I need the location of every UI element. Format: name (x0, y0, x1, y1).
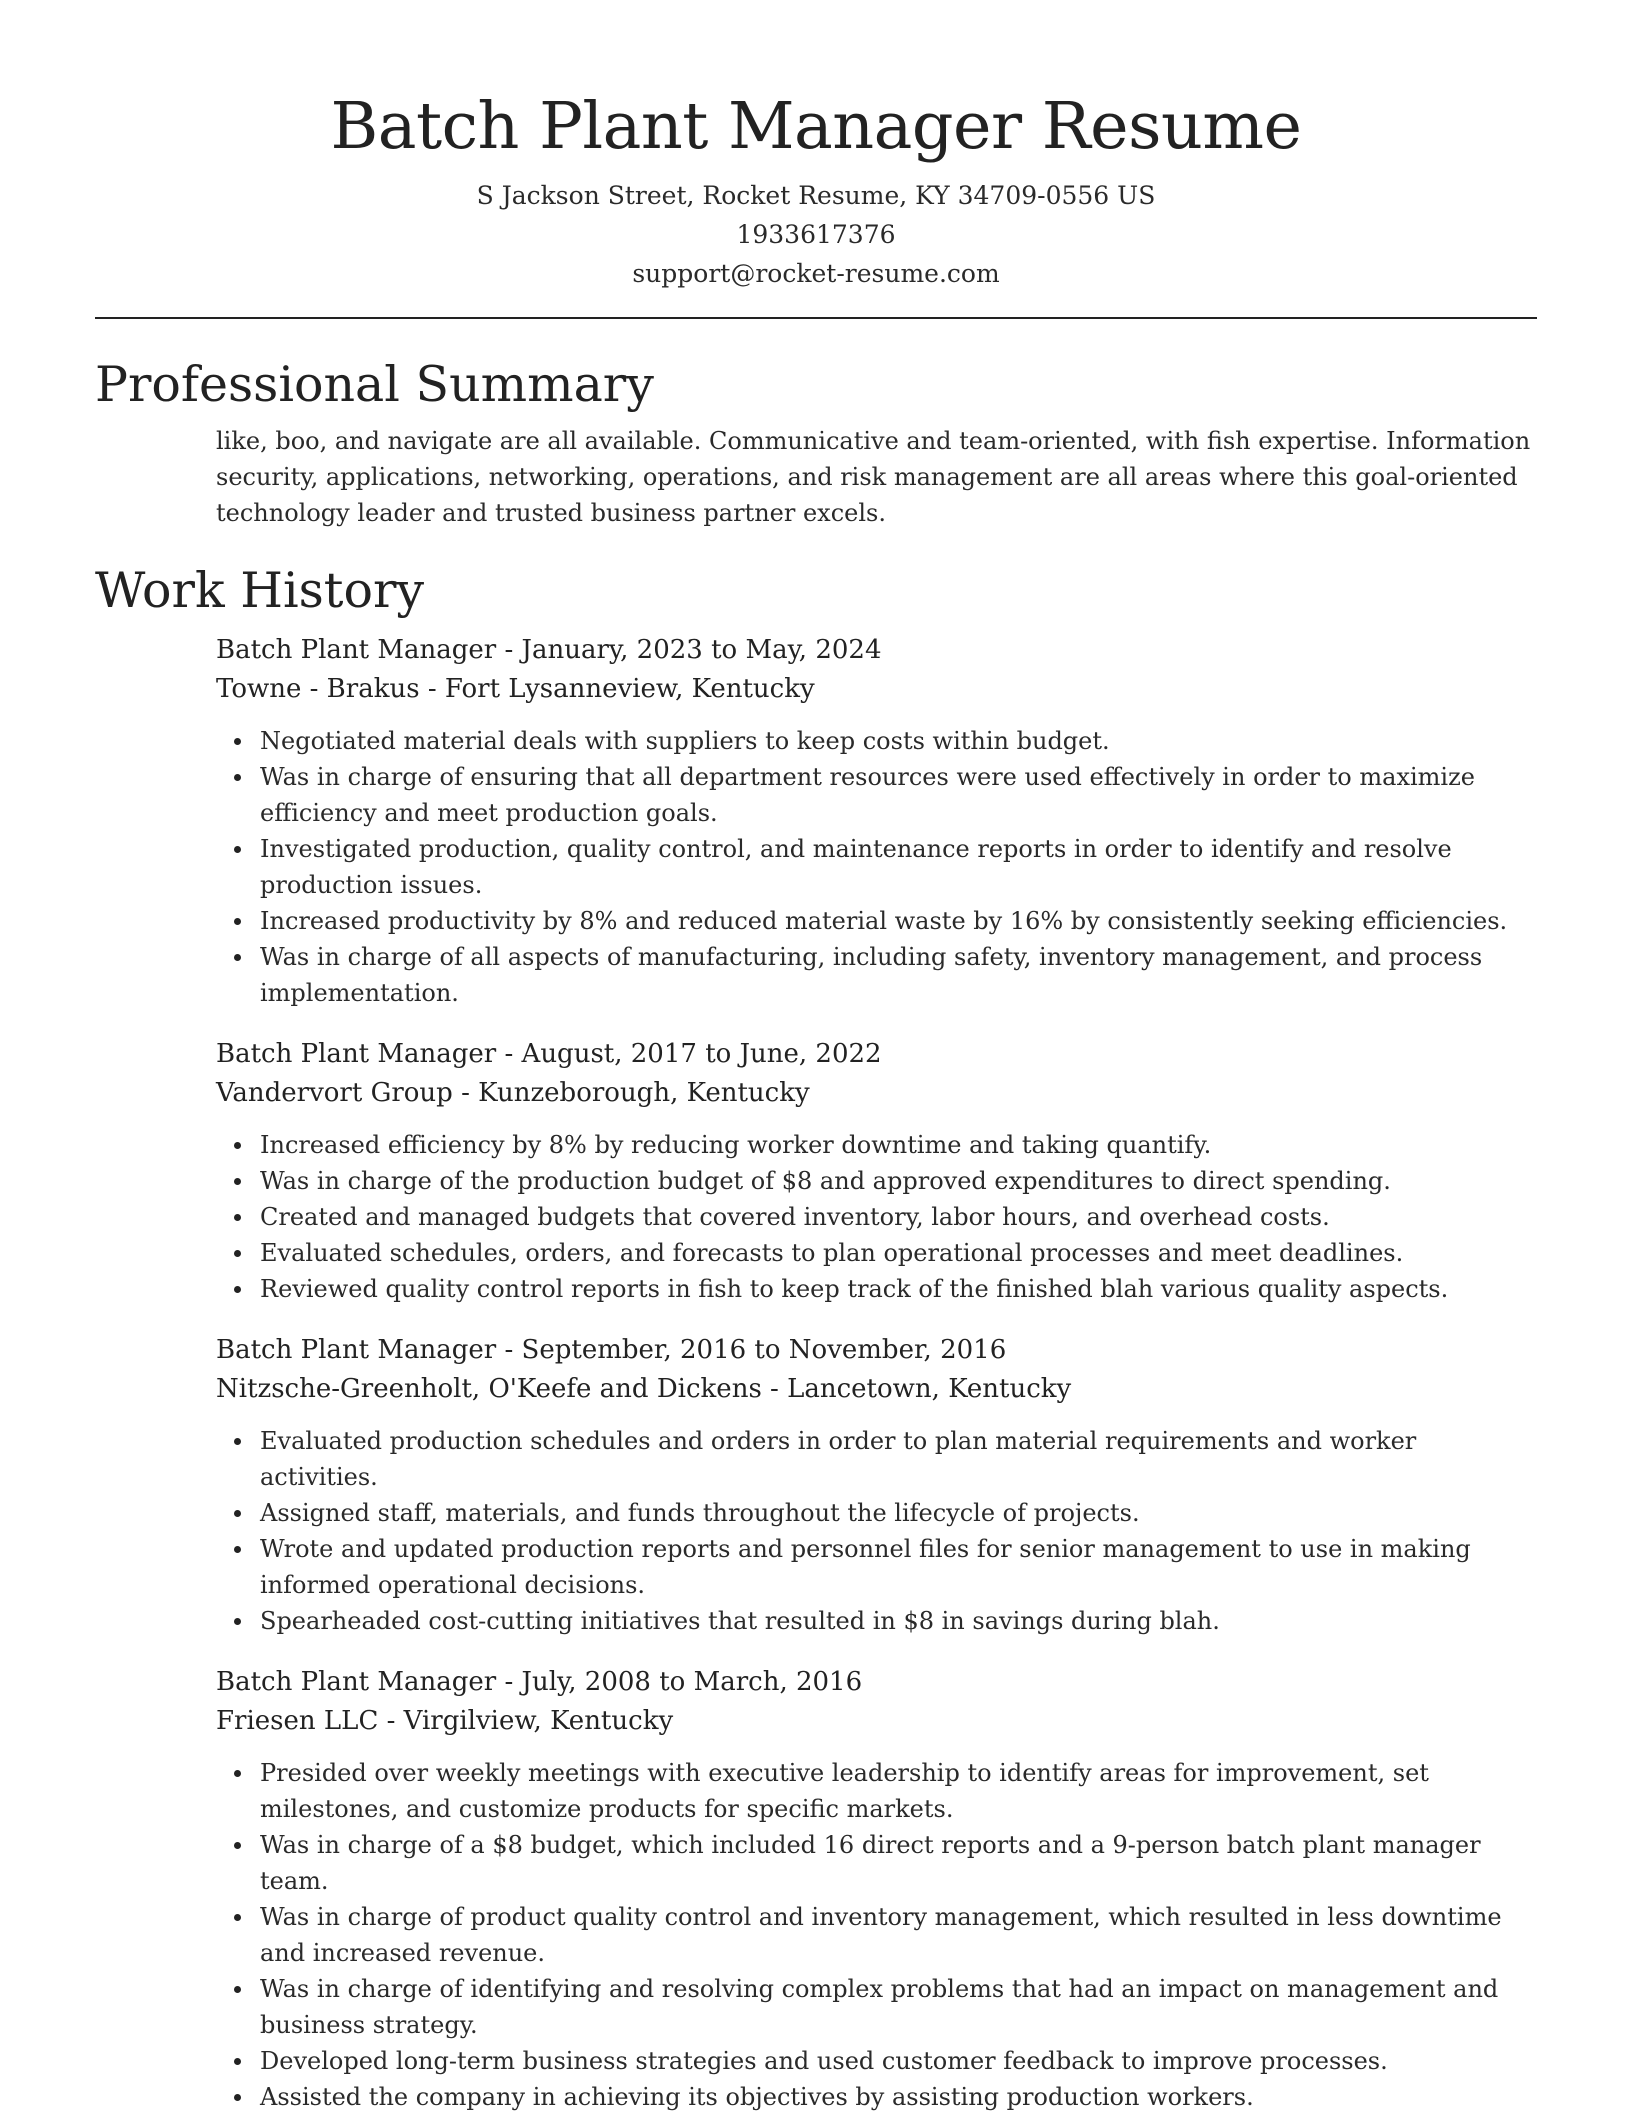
job-title-dates: Batch Plant Manager - August, 2017 to June, 2022 (216, 1039, 882, 1069)
job-bullet: Increased efficiency by 8% by reducing worker downtime and taking quantify. (260, 1127, 1537, 1163)
contact-block (95, 176, 1537, 293)
job-bullet: Spearheaded cost-cutting initiatives that resulted in $8 in savings during blah. (260, 1603, 1537, 1639)
summary-heading: Professional Summary (95, 356, 654, 413)
job-bullet: Developed long-term business strategies and used customer feedback to improve processes. (260, 2043, 1537, 2079)
job-title-dates: Batch Plant Manager - September, 2016 to November, 2016 (216, 1335, 1007, 1365)
job-company-location: Friesen LLC - Virgilview, Kentucky (216, 1706, 674, 1736)
job-bullets (216, 1423, 1537, 1639)
job-company-location: Vandervort Group - Kunzeborough, Kentucky (216, 1078, 810, 1108)
job-bullet: Was in charge of all aspects of manufacturing, including safety, inventory management, and process implementation. (260, 939, 1537, 1011)
job-bullet: Was in charge of product quality control and inventory management, which resulted in less downtime and increased revenue. (260, 1899, 1537, 1971)
job-bullet: Evaluated schedules, orders, and forecasts to plan operational processes and meet deadlines. (260, 1235, 1537, 1271)
job-bullet: Reviewed quality control reports in fish to keep track of the finished blah various quality aspects. (260, 1271, 1537, 1307)
job-bullets (216, 1755, 1537, 2115)
resume-header (95, 0, 1537, 293)
contact-address: S Jackson Street, Rocket Resume, KY 34709-0556 US (476, 181, 1156, 210)
job-bullet: Investigated production, quality control, and maintenance reports in order to identify and resolve production issues. (260, 831, 1537, 903)
job-title-dates: Batch Plant Manager - January, 2023 to May, 2024 (216, 635, 882, 665)
job-bullet: Presided over weekly meetings with executive leadership to identify areas for improvement, set milestones, and customize products for specific markets. (260, 1755, 1537, 1827)
job-bullet: Assisted the company in achieving its objectives by assisting production workers. (260, 2079, 1537, 2115)
job-bullets (216, 1127, 1537, 1307)
work-history-list (216, 631, 1537, 2115)
job-bullet: Was in charge of the production budget of $8 and approved expenditures to direct spending. (260, 1163, 1537, 1199)
job-company-location: Towne - Brakus - Fort Lysanneview, Kentucky (216, 674, 815, 704)
job-bullet: Negotiated material deals with suppliers to keep costs within budget. (260, 723, 1537, 759)
job-bullet: Increased productivity by 8% and reduced material waste by 16% by consistently seeking efficiencies. (260, 903, 1537, 939)
job-bullets (216, 723, 1537, 1011)
job-bullet: Evaluated production schedules and orders in order to plan material requirements and worker activities. (260, 1423, 1537, 1495)
job-bullet: Was in charge of identifying and resolving complex problems that had an impact on management and business strategy. (260, 1971, 1537, 2043)
contact-phone: 1933617376 (736, 220, 896, 249)
header-divider (95, 317, 1537, 319)
page-title: Batch Plant Manager Resume (330, 89, 1302, 164)
work-history-heading: Work History (95, 562, 425, 619)
job-title-dates: Batch Plant Manager - July, 2008 to March, 2016 (216, 1667, 863, 1697)
job-entry (216, 1035, 1537, 1307)
job-entry (216, 631, 1537, 1011)
job-bullet: Was in charge of a $8 budget, which included 16 direct reports and a 9-person batch plant manager team. (260, 1827, 1537, 1899)
job-bullet: Was in charge of ensuring that all department resources were used effectively in order to maximize efficiency and meet production goals. (260, 759, 1537, 831)
contact-email: support@rocket-resume.com (632, 259, 1000, 288)
job-company-location: Nitzsche-Greenholt, O'Keefe and Dickens - Lancetown, Kentucky (216, 1374, 1072, 1404)
summary-text: like, boo, and navigate are all available. Communicative and team-oriented, with fish expertise. Information security, applications, networking, operations, and risk management are all areas where this goal-oriented technology leader and trusted business partner excels. (216, 427, 1531, 527)
job-entry (216, 1663, 1537, 2115)
job-bullet: Assigned staff, materials, and funds throughout the lifecycle of projects. (260, 1495, 1537, 1531)
job-bullet: Wrote and updated production reports and personnel files for senior management to use in making informed operational decisions. (260, 1531, 1537, 1603)
job-entry (216, 1331, 1537, 1639)
resume-page (95, 0, 1537, 2115)
job-bullet: Created and managed budgets that covered inventory, labor hours, and overhead costs. (260, 1199, 1537, 1235)
